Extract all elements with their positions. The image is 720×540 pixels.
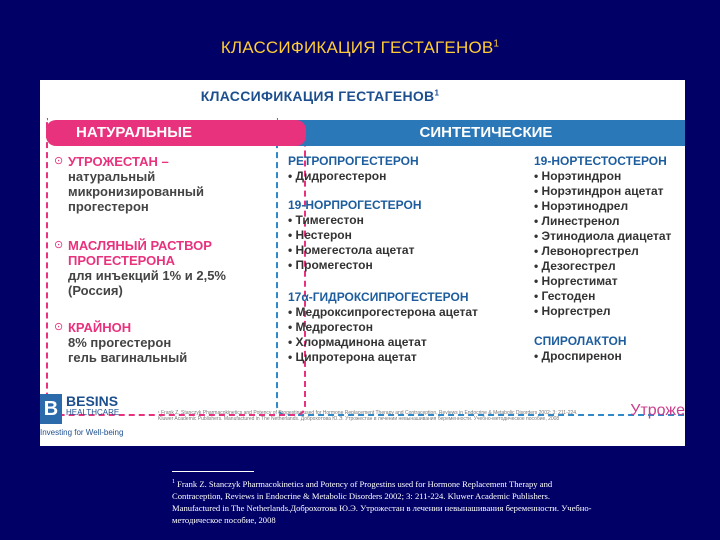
natural-item <box>54 320 290 365</box>
synthetic-group <box>288 154 419 184</box>
logo-tagline: Investing for Well-being <box>40 428 124 437</box>
panel-title-text: КЛАССИФИКАЦИЯ ГЕСТАГЕНОВ <box>200 88 435 104</box>
natural-item-head: УТРОЖЕСТАН – <box>68 154 169 169</box>
natural-item-line: прогестерон <box>68 199 149 214</box>
synthetic-group-item: • Тимегестон <box>288 213 364 227</box>
synthetic-group-item: • Медрогестон <box>288 320 373 334</box>
footnote-text: Frank Z. Stanczyk Pharmacokinetics and Potency of Progestins used for Hormone Replacement Therapy and Contraception, Reviews in Endocrine & Metabolic Disorders 2002; 3: 211-224. Kluwer Academic Publishers. Manufactured in The Netherlands.Доброхотова Ю.Э. Утрожестан в лечении невынашивания беременности. Учебно-методическое пособие, 2008 <box>172 478 592 525</box>
footnote-sup: 1 <box>172 479 175 485</box>
natural-item <box>54 238 290 298</box>
natural-item-line: гель вагинальный <box>68 350 188 365</box>
synthetic-group-item: • Норгестимат <box>534 274 618 288</box>
synthetic-group-item: • Норгестрел <box>534 304 611 318</box>
synthetic-group <box>534 154 671 319</box>
natural-item-line: для инъекций 1% и 2,5% <box>68 268 226 283</box>
synthetic-group-item: • Медроксипрогестерона ацетат <box>288 305 478 319</box>
synthetic-group-item: • Гестоден <box>534 289 596 303</box>
synthetic-group-name: РЕТРОПРОГЕСТЕРОН <box>288 154 419 168</box>
natural-item-line: 8% прогестерон <box>68 335 172 350</box>
synthetic-group-item: • Этинодиола диацетат <box>534 229 672 243</box>
natural-header: НАТУРАЛЬНЫЕ <box>46 120 306 146</box>
natural-item-line: микронизированный <box>68 184 205 199</box>
bullet-icon: ⊙ <box>54 239 64 251</box>
panel-reference: ¹ Frank Z. Stanczyk Pharmacokinetics and Potency of Progestins used for Hormone Replacement Therapy and Contraception, Reviews in Endocrine & Metabolic Disorders 2002; 3: 211-224. Kluwer Academic Publishers. Manufactured in The Netherlands. Доброхотова Ю.Э. Утрожестан в лечении невынашивания беременности. Учебно-методическое пособие, 2008 <box>158 410 578 422</box>
synthetic-header: СИНТЕТИЧЕСКИЕ <box>276 120 685 146</box>
synthetic-group-name: СПИРОЛАКТОН <box>534 334 627 348</box>
synthetic-group-item: • Левоноргестрел <box>534 244 639 258</box>
classification-image <box>40 80 685 446</box>
natural-item <box>54 154 290 214</box>
bullet-icon: ⊙ <box>54 155 64 167</box>
synthetic-group <box>288 198 422 273</box>
synthetic-group-item: • Хлормадинона ацетат <box>288 335 427 349</box>
slide-title <box>0 38 720 58</box>
synthetic-group <box>288 290 478 365</box>
natural-item-head: МАСЛЯНЫЙ РАСТВОР ПРОГЕСТЕРОНА <box>68 238 212 268</box>
footnote-divider <box>172 471 254 472</box>
besins-logo <box>40 390 160 440</box>
synthetic-group-item: • Дезогестрел <box>534 259 616 273</box>
synthetic-group-name: 19-НОРПРОГЕСТЕРОН <box>288 198 422 212</box>
natural-item-line: натуральный <box>68 169 156 184</box>
synthetic-group <box>534 334 627 364</box>
synthetic-group-name: 19-НОРТЕСТОСТЕРОН <box>534 154 667 168</box>
synthetic-group-item: • Номегестола ацетат <box>288 243 415 257</box>
synthetic-group-item: • Норэтинодрел <box>534 199 629 213</box>
natural-item-line: (Россия) <box>68 283 123 298</box>
logo-sub: HEALTHCARE <box>66 408 120 417</box>
synthetic-group-item: • Ципротерона ацетат <box>288 350 417 364</box>
bullet-icon: ⊙ <box>54 321 64 333</box>
synthetic-group-item: • Дроспиренон <box>534 349 622 363</box>
synthetic-group-item: • Норэтиндрон <box>534 169 622 183</box>
logo-name: BESINS <box>66 393 119 409</box>
synthetic-group-item: • Дидрогестерон <box>288 169 387 183</box>
synthetic-group-name: 17α-ГИДРОКСИПРОГЕСТЕРОН <box>288 290 469 304</box>
panel-title-sup: 1 <box>434 88 440 98</box>
synthetic-group-item: • Норэтиндрон ацетат <box>534 184 664 198</box>
natural-item-head: КРАЙНОН <box>68 320 132 335</box>
synthetic-group-item: • Промегестон <box>288 258 373 272</box>
footnote <box>172 476 592 526</box>
synthetic-group-item: • Линестренол <box>534 214 620 228</box>
slide-title-text: КЛАССИФИКАЦИЯ ГЕСТАГЕНОВ <box>220 38 494 57</box>
synthetic-group-item: • Нестерон <box>288 228 352 242</box>
besins-logo-icon: B <box>40 394 62 424</box>
utrozhestan-logo: Утроже <box>630 402 685 419</box>
panel-title <box>40 88 600 104</box>
slide-title-sup: 1 <box>493 38 500 50</box>
